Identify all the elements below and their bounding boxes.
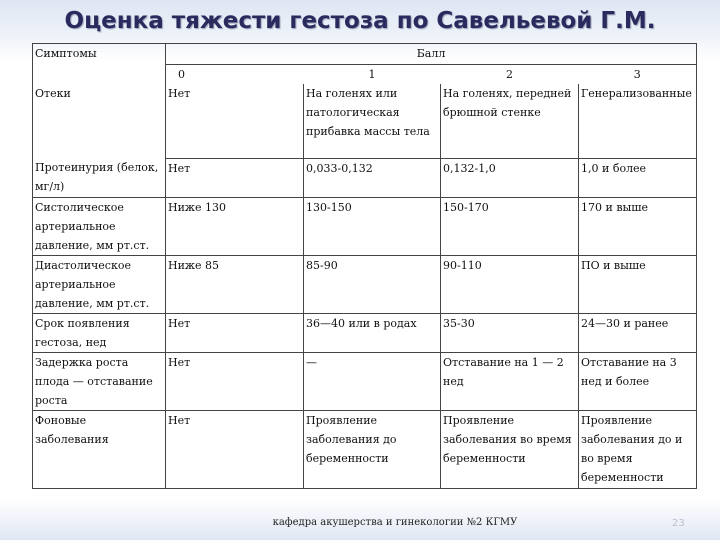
- score-2: 2: [441, 65, 579, 85]
- score-1: 1: [304, 65, 441, 85]
- score1-cell: Проявление заболевания до беременности: [304, 410, 441, 488]
- score-0: 0: [166, 65, 304, 85]
- score3-cell: Генерализованные: [579, 84, 697, 158]
- score2-cell: 35-30: [441, 313, 579, 352]
- score1-cell: 130-150: [304, 197, 441, 255]
- symptom-cell: Задержка роста плода — отставание роста: [33, 352, 166, 410]
- footer-department: кафедра акушерства и гинекологии №2 КГМУ: [272, 517, 518, 528]
- score0-cell: Нет: [166, 84, 304, 158]
- score0-cell: Нет: [166, 313, 304, 352]
- score3-cell: Отставание на 3 нед и более: [579, 352, 697, 410]
- score0-cell: Ниже 85: [166, 255, 304, 313]
- symptom-cell: Фоновые заболевания: [33, 410, 166, 488]
- table-row: [33, 410, 697, 488]
- symptom-cell: Срок появления гестоза, нед: [33, 313, 166, 352]
- table-row: [33, 158, 697, 197]
- score1-cell: 0,033-0,132: [304, 158, 441, 197]
- symptom-cell: Протеинурия (белок, мг/л): [33, 158, 166, 197]
- score3-cell: ПО и выше: [579, 255, 697, 313]
- score0-cell: Ниже 130: [166, 197, 304, 255]
- table-row: [33, 84, 697, 158]
- header-row: [33, 44, 697, 65]
- page-number: 23: [672, 518, 685, 529]
- score3-cell: 1,0 и более: [579, 158, 697, 197]
- score3-cell: 24—30 и ранее: [579, 313, 697, 352]
- table-row: [33, 197, 697, 255]
- symptom-cell: Отеки: [33, 84, 166, 158]
- score-3: 3: [579, 65, 697, 85]
- gestosis-severity-table: [32, 43, 697, 489]
- symptom-cell: Систолическое артериальное давление, мм рт.ст.: [33, 197, 166, 255]
- table-row: [33, 255, 697, 313]
- score1-cell: На голенях или патологическая прибавка массы тела: [304, 84, 441, 158]
- score1-cell: 85-90: [304, 255, 441, 313]
- score2-cell: Отставание на 1 — 2 нед: [441, 352, 579, 410]
- score0-cell: Нет: [166, 410, 304, 488]
- header-score: Балл: [166, 44, 697, 65]
- score1-cell: 36—40 или в родах: [304, 313, 441, 352]
- symptom-cell: Диастолическое артериальное давление, мм рт.ст.: [33, 255, 166, 313]
- score1-cell: —: [304, 352, 441, 410]
- score2-cell: 90-110: [441, 255, 579, 313]
- table-row: [33, 313, 697, 352]
- score0-cell: Нет: [166, 158, 304, 197]
- table-row: [33, 352, 697, 410]
- score2-cell: Проявление заболевания во время беременности: [441, 410, 579, 488]
- header-symptoms: Симптомы: [33, 44, 166, 85]
- score2-cell: На голенях, передней брюшной стенке: [441, 84, 579, 158]
- score3-cell: 170 и выше: [579, 197, 697, 255]
- score3-cell: Проявление заболевания до и во время беременности: [579, 410, 697, 488]
- score2-cell: 0,132-1,0: [441, 158, 579, 197]
- slide-title: Оценка тяжести гестоза по Савельевой Г.М.: [64, 8, 656, 34]
- score2-cell: 150-170: [441, 197, 579, 255]
- score0-cell: Нет: [166, 352, 304, 410]
